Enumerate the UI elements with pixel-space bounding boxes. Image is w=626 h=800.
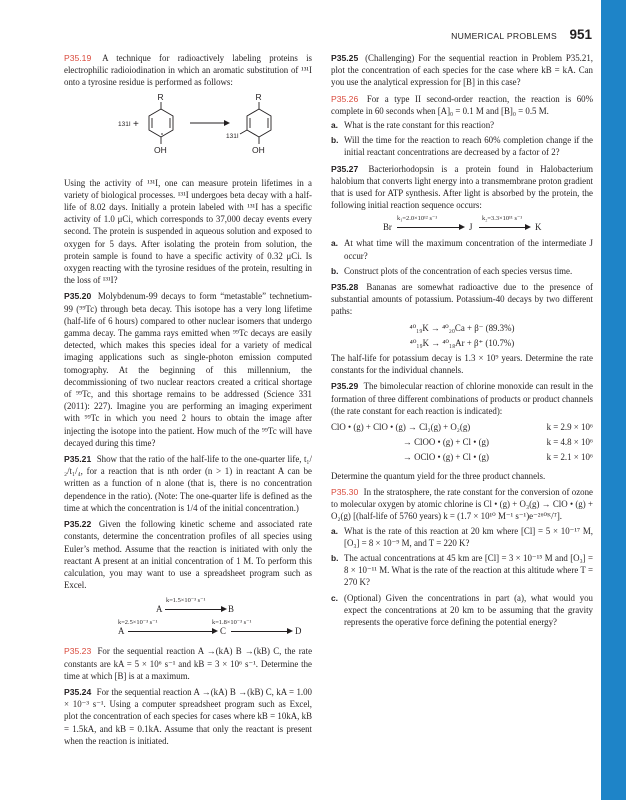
problem-text: Bacteriorhodopsin is a protein found in Halobacterium halobium that converts light energy into a transmembrane proton gradient that is used for ATP synthesis. After light is absorbed by the protein, the following initial reaction sequence occurs: (331, 163, 593, 211)
problem-number: P35.21 (64, 454, 92, 465)
problem-p35-19 (64, 52, 312, 89)
problem-text: For a type II second-order reaction, the reaction is 60% complete in 60 seconds when [A]₀ = 0.1 M and [B]₀ = 0.5 M. (331, 93, 593, 116)
problem-number: P35.22 (64, 519, 92, 530)
problem-part-a: a. What is the rate of this reaction at 20 km where [Cl] = 5 × 10⁻¹⁷ M, [O₃] = 8 × 10⁻⁹ M, and T = 220 K? (331, 525, 593, 548)
scheme-rate-constant-2: k₂=3.3×10¹¹ s⁻¹ (482, 215, 523, 223)
fig-oh-label-2: OH (252, 144, 265, 155)
problem-text: Given the following kinetic scheme and associated rate constants, determine the concentration profiles of all species using Euler’s method. Assume that the reaction is initiated with only the reactant A present at an initial concentration of 1 M. To perform this calculation, you may want to use a spreadsheet program such as Excel. (64, 519, 313, 591)
scheme-rate-constant-1: k=2.5×10⁻³ s⁻¹ (118, 619, 158, 627)
fig-r-label-2: R (255, 92, 262, 102)
problem-p35-29-continued: Determine the quantum yield for the three product channels. (331, 470, 546, 481)
problem-p35-30 (331, 486, 593, 523)
reaction-channel-3: → OClO • (g) + Cl • (g) k = 2.1 × 10⁶ (403, 452, 593, 463)
problem-text: For the sequential reaction A →(kA) B →(kB) C, kA = 1.00 × 10⁻³ s⁻¹. Using a computer spreadsheet program such as Excel, plot the concentration of each species for cases where kB = 10kA, kB = 1.5kA, and kB = 0.1kA. Assume that only the reactant is present when the reaction is initiated. (64, 686, 312, 746)
problem-number: P35.19 (64, 53, 92, 63)
problem-part-b: b. Construct plots of the concentration of each species versus time. (331, 265, 573, 276)
kinetic-scheme-1 (64, 595, 312, 615)
problem-number: P35.28 (331, 282, 359, 293)
running-header (0, 26, 592, 44)
problem-text: Bananas are somewhat radioactive due to the presence of substantial amounts of potassium. Potassium-40 decays by two different paths: (331, 282, 593, 317)
problem-number: P35.24 (64, 686, 92, 697)
decay-equation-1: ⁴⁰₁₉K → ⁴⁰₂₀Ca + β⁻ (89.3%) (409, 322, 515, 333)
kinetic-scheme-bacteriorhodopsin (331, 213, 593, 235)
problem-number: P35.29 (331, 381, 359, 392)
scheme-rate-constant: k=1.5×10⁻³ s⁻¹ (166, 597, 206, 605)
problem-number: P35.25 (331, 53, 359, 63)
scheme-species-a: A (156, 604, 163, 615)
kinetic-scheme-2 (64, 617, 312, 639)
reaction-channel-2: → ClOO • (g) + Cl • (g) k = 4.8 × 10⁶ (403, 437, 593, 448)
problem-part-c: c. (Optional) Given the concentrations in part (a), what would you expect the concentrations at 20 km to be assuming that the gravity represents the operative force defining the potential energy? (331, 592, 593, 627)
fig-iodine-label-1: 131I (118, 120, 131, 128)
scheme-species-c: C (220, 626, 226, 637)
problem-number: P35.30 (331, 486, 359, 497)
problem-p35-21 (64, 453, 312, 514)
left-column (64, 52, 312, 751)
scheme-species-b: B (228, 604, 234, 615)
problem-part-a: a. At what time will the maximum concentration of the intermediate J occur? (331, 238, 593, 261)
problem-p35-28-continued: The half-life for potassium decay is 1.3 × 10⁹ years. Determine the rate constants for the individual channels. (331, 353, 593, 376)
page-edge-tab (601, 0, 626, 800)
problem-p35-24 (64, 686, 312, 747)
scheme-rate-constant-1: k₁=2.0×10¹² s⁻¹ (397, 215, 438, 223)
fig-r-label-1: R (157, 92, 164, 102)
problem-p35-23 (64, 645, 312, 682)
problem-number: P35.27 (331, 163, 359, 174)
scheme-species-a: A (118, 626, 125, 637)
scheme-species-br: Br (383, 222, 392, 233)
problem-text: (Challenging) For the sequential reaction in Problem P35.21, plot the concentration of each species for the case where kB = kA. Can you use the analytical expression for [B] in this case? (331, 53, 593, 88)
benzene-ring-1 (149, 109, 173, 137)
problem-part-a: a. What is the rate constant for this reaction? (331, 120, 495, 131)
problem-p35-28 (331, 281, 593, 318)
problem-text: The bimolecular reaction of chlorine monoxide can result in the formation of three different combinations of products or product channels (the rate constant for each reaction is indicated): (331, 381, 594, 416)
reaction-structure-diagram (64, 93, 312, 171)
problem-number: P35.20 (64, 291, 92, 302)
section-title: NUMERICAL PROBLEMS (451, 31, 558, 41)
scheme-rate-constant-2: k=1.8×10⁻³ s⁻¹ (212, 619, 252, 627)
problem-p35-27 (331, 163, 593, 212)
reaction-channel-1: ClO • (g) + ClO • (g) → Cl₂(g) + O₂(g) k = 2.9 × 10⁶ (331, 422, 593, 433)
problem-text: In the stratosphere, the rate constant for the conversion of ozone to molecular oxygen by atomic chlorine is Cl • (g) + O₃(g) → ClO • (g) + O₂(g) [(half-life of 5760 years) k = (1.7 × 10¹⁰ M⁻¹ s⁻¹)e⁻²⁶⁰ᴷ/ᵀ]. (331, 486, 594, 522)
fig-plus-sign: + (133, 118, 139, 130)
right-column (331, 52, 593, 631)
problem-text: For the sequential reaction A →(kA) B →(kB) C, the rate constants are kA = 5 × 10⁶ s⁻¹ and kB = 3 × 10⁶ s⁻¹. Determine the time at which [B] is at a maximum. (64, 646, 313, 681)
scheme-species-j: J (469, 222, 473, 233)
problem-p35-20 (64, 290, 312, 449)
problem-p35-29 (331, 380, 593, 417)
fig-iodine-label-2: 131I (226, 132, 239, 140)
problem-number: P35.23 (64, 646, 92, 657)
page-number: 951 (569, 27, 592, 42)
problem-p35-25 (331, 52, 593, 89)
problem-text: Show that the ratio of the half-life to the one-quarter life, t₁/₂/t₁/₄, for a reaction that is nth order (n > 1) in reactant A can be written as a function of n alone (that is, there is no concentration dependence in the ratio). (Note: The one-quarter life is defined as the time at which the concentration is 1/4 of the initial concentration.) (64, 454, 312, 513)
decay-equation-2: ⁴⁰₁₉K → ⁴⁰₁₈Ar + β⁺ (10.7%) (409, 337, 515, 348)
scheme-species-d: D (295, 626, 302, 637)
problem-text: A technique for radioactively labeling proteins is electrophilic radioiodination in which an aromatic substitution of ¹³¹I onto a tyrosine residue is performed as follows: (64, 53, 312, 88)
scheme-species-k: K (535, 222, 542, 233)
problem-part-b: b. The actual concentrations at 45 km are [Cl] = 3 × 10⁻¹⁵ M and [O₃] = 8 × 10⁻¹¹ M. What is the rate of the reaction at this altitude where T = 270 K? (331, 552, 593, 588)
problem-p35-26 (331, 93, 593, 117)
benzene-ring-2 (247, 109, 271, 137)
problem-part-b: b. Will the time for the reaction to reach 60% completion change if the initial reactant concentrations are decreased by a factor of 2? (331, 135, 593, 158)
problem-number: P35.26 (331, 93, 359, 104)
problem-text: Molybdenum-99 decays to form “metastable” technetium-99 (⁹⁹Tc) through beta decay. This isotope has a very long lifetime (half-life of 6 hours) compared to other nuclear isomers that undergo gamma decay. The gamma rays emitted when ⁹⁹Tc decays are easily detected, which makes this species ideal for a variety of medical imaging applications such as single-photon emission computed tomography. At the beginning of this millennium, the decommissioning of two nuclear reactors created a critical shortage of ⁹⁹Tc, and this shortage remains to be addressed (Science 331 (2011): 227). Imagine you are performing an imaging experiment with ⁹⁹Tc in which you need 2 hours to obtain the image after injecting the isotope into the patient. How much of the ⁹⁹Tc will have decayed during this time? (64, 291, 313, 448)
tyrosine-iodination-figure (64, 93, 312, 171)
fig-oh-label-1: OH (154, 144, 167, 155)
problem-p35-19-continued: Using the activity of ¹³¹I, one can measure protein lifetimes in a variety of biological processes. ¹³¹I undergoes beta decay with a half-life of 8.02 days. Initially a protein labeled with ¹³¹I has a specific activity of 1.0 μCi, which corresponds to 37,000 decay events every second. The protein is suspended in aqueous solution and exposed to oxygen for 5 days. After isolating the protein from solution, the protein sample is found to have a specific activity of 0.32 μCi. Is oxygen reacting with the tyrosine residues of the protein, resulting in the loss of ¹³¹I? (64, 177, 312, 286)
problem-p35-22 (64, 518, 312, 591)
